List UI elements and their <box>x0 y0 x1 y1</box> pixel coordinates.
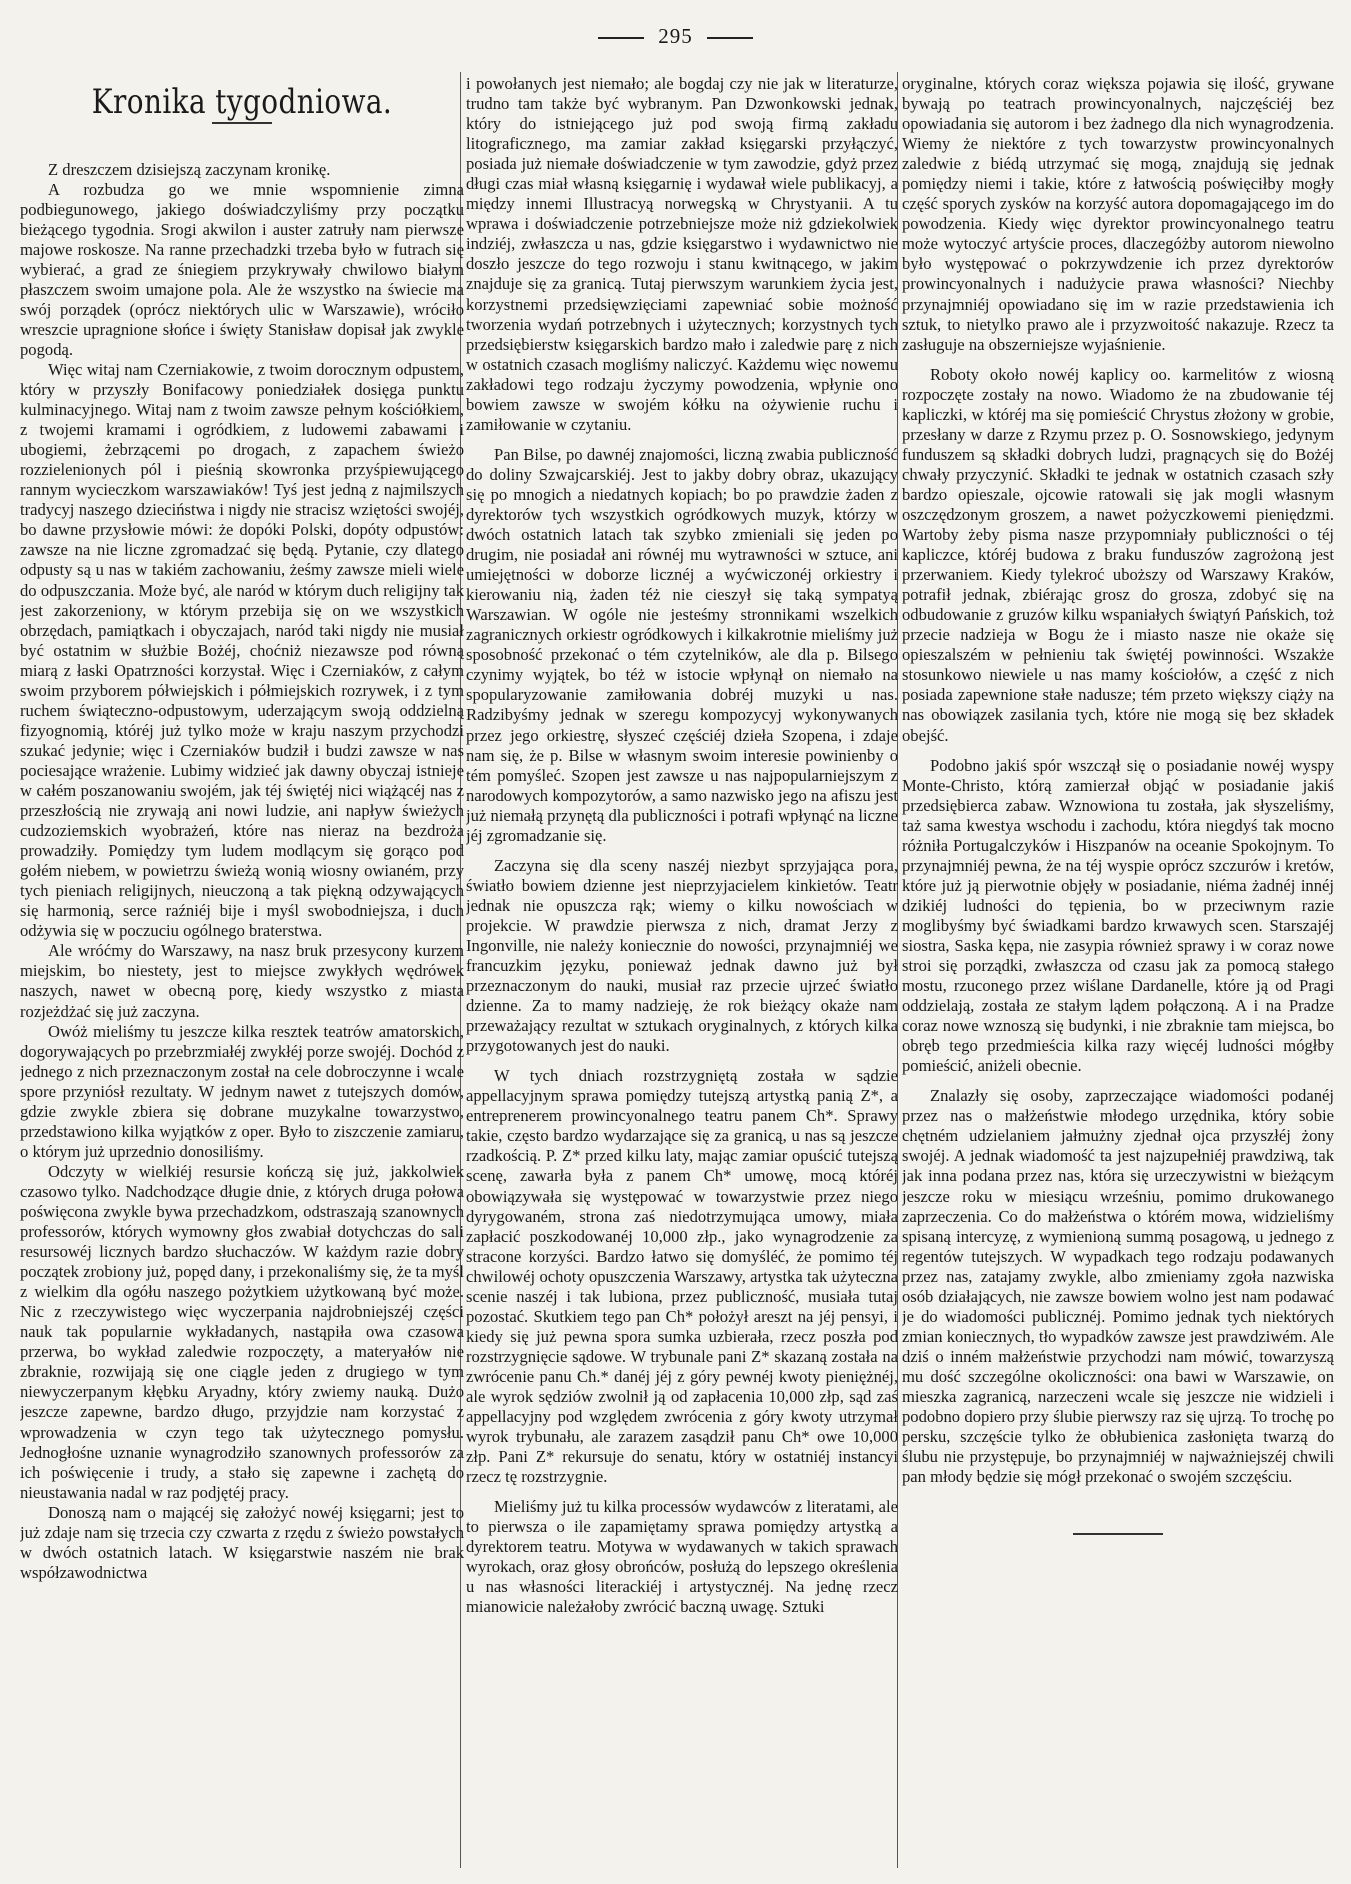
header-rule-right <box>707 37 753 39</box>
header-rule-left <box>598 37 644 39</box>
page-header <box>0 24 1351 49</box>
page-number: 295 <box>658 24 693 48</box>
paragraph: Z dreszczem dzisiejszą zaczynam kronikę. <box>48 159 331 179</box>
paragraph: Donoszą nam o mającéj się założyć nowéj księgarni; jest to już zdaje nam się trzecia czy czwarta z rzędu z świeżo powstałych w dwóch ostatnich latach. W księgarstwie naszém nie brak współzawodnictwa <box>20 1502 464 1582</box>
article-title: Kronika tygodniowa. <box>91 82 393 122</box>
title-rule <box>212 122 272 124</box>
end-rule <box>1073 1533 1163 1535</box>
paragraph: Pan Bilse, po dawnéj znajomości, liczną zwabia publiczność do doliny Szwajcarskiéj. Jest to jakby dobry obraz, ukazujący się po mnogich a niedatnych kopiach; bo po prawdzie żaden z dyrektorów tych wszystkich ogródkowych muzyk, którzy w dwóch ostatnich latach tak szybko zmieniali się jeden po drugim, nie posiadał ani równéj mu wytrawności w sztuce, ani umiejętności w doborze licznéj a wyćwiczonéj orkiestry i kierowaniu nią, żaden téż nie cieszył się taką sympatyą Warszawian. W ogóle nie jesteśmy stronnikami wszelkich zagranicznych orkiestr ogródkowych i kilkakrotnie mieliśmy już sposobność przekonać o tém czytelników, ale dla p. Bilsego czynimy wyjątek, bo téż w istocie wpłynął on niemało na spopularyzowanie zamiłowania dobréj muzyki u nas. Radzibyśmy jednak w szeregu kompozycyj wykonywanych przez jego orkiestrę, słyszeć częściéj dzieła Szopena, i zdaje nam się, że p. Bilse w własnym swoim interesie powinienby o tém pomyśleć. Szopen jest zawsze u nas najpopularniejszym z narodowych kompozytorów, a samo nazwisko jego na afiszu jest już niemałą przynętą dla publiczności i potrafi wpłynąć na liczne jéj zgromadzanie się. <box>466 444 898 845</box>
paragraph: Ale wróćmy do Warszawy, na nasz bruk przesycony kurzem miejskim, bo niestety, jest to miejsce zwykłych wędrówek naszych, nawet w obecną porę, kiedy wszystko z miasta rozjeżdżać się już zaczyna. <box>20 941 464 1021</box>
paragraph: Znalazły się osoby, zaprzeczające wiadomości podanéj przez nas o małżeństwie młodego urzędnika, który sobie chętném udzielaniem jałmużny zjednał ojca przyszłéj żony swojéj. A jednak wiadomość ta jest najzupełniéj prawdziwą, tak jak inna podana przez nas, która się urzeczywistni w bieżącym jeszcze roku w miesiącu wrześniu, pomimo drukowanego zaprzeczenia. Co do małżeństwa o którém mowa, widzieliśmy spisaną intercyzę, z wymienioną summą posagową, u jednego z regentów tutejszych. W wypadkach tego rodzaju podawanych przez nas, zatajamy zwykle, albo zmieniamy zgoła nazwiska osób działających, nie zawsze bowiem wolno jest nam podawać je do wiadomości publicznéj. Pomimo jednak tych niektórych zmian koniecznych, tło wypadków zawsze jest prawdziwém. Ale dziś o inném małżeństwie przychodzi nam mówić, towarzyszą mu dość szczególne okoliczności: ona bawi w Warszawie, on mieszka zagranicą, narzeczeni wcale się jeszcze nie widzieli i podobno dopiero przy ślubie pierwszy raz się ujrzą. To trochę po persku, szczęście tylko że obłubienica zasłonięta twarzą do ślubu nie przystępuje, bo przynajmniéj w najważniejszéj chwili pan młody będzie się mógł przekonać o swojém szczęściu. <box>902 1086 1334 1487</box>
paragraph: Owóż mieliśmy tu jeszcze kilka resztek teatrów amatorskich, dogorywających po przebrzmiałéj zwykłéj porze swojéj. Dochód z jednego z nich przeznaczonym został na cele dobroczynne i wcale spore przyniósł rezultaty. W jednym nawet z tutejszych domów, gdzie zwykle zbiera się dobrane muzykalne towarzystwo, przedstawiono kilka wyjątków z oper. Było to ziszczenie zamiaru, o którym już uprzednio donosiliśmy. <box>20 1021 464 1161</box>
column-3 <box>902 74 1334 1864</box>
paragraph: Zaczyna się dla sceny naszéj niezbyt sprzyjająca pora, światło bowiem dzienne jest nieprzyjacielem kinkietów. Teatr jednak nie opuszcza rąk; wiemy o kilku nowościach w projekcie. W prawdzie pierwsza z nich, dramat Jerzy z Ingonville, nie należy koniecznie do nowości, przynajmniéj we francuzkim języku, ponieważ jednak dawno już był przeznaczonym do nauki, musiał raz przecie ujrzeć światło dzienne. Za to mamy nadzieję, że rok bieżący okaże nam przeważający rezultat w sztukach oryginalnych, z których kilka przygotowanych jest do nauki. <box>466 855 898 1056</box>
paragraph: A rozbudza go we mnie wspomnienie zimna podbiegunowego, jakiego doświadczyliśmy przy początku bieżącego tygodnia. Srogi akwilon i auster zatruły nam pierwsze majowe roskosze. Na ranne przechadzki trzeba było w futrach się wybierać, a grad ze śniegiem przykrywały chwilowo białym płaszczem swoim umajone pola. Ale że wszystko na świecie ma swój porządek (oprócz niektórych ulic w Warszawie), wróciło wreszcie upragnione słońce i święty Stanisław dopisał jak zwykle pogodą. <box>20 179 464 359</box>
column-2 <box>466 74 898 1864</box>
column-1 <box>20 74 464 1864</box>
paragraph: Podobno jakiś spór wszczął się o posiadanie nowéj wyspy Monte-Christo, którą zamierzał objąć w posiadanie jakiś przedsiębierca zabaw. Wznowiona tu została, jak słyszeliśmy, taż sama kwestya wschodu i zachodu, która niegdyś tak mocno różniła Portugalczyków i Hiszpanów na oceanie Spokojnym. To przynajmniéj pewna, że na téj wyspie oprócz szczurów i kretów, które już ją pierwotnie objęły w posiadanie, niéma żadnéj innéj dzikiéj ludności do tępienia, bo w przeciwnym razie moglibyśmy być świadkami bardzo krwawych scen. Starszajéj siostra, Saska kępa, nie zasypia również sprawy i w coraz nowe stroi się porządki, zwłaszcza od czasu jak za pomocą stałego mostu, rzuconego przez wiślane Dardanelle, które ją od Pragi oddzielają, została ze stałym lądem połączoną. A i na Pradze coraz nowe wznoszą się budynki, i nie zbraknie tam miejsca, bo obręb tego przedmieścia kilka razy więcéj ludności mógłby pomieścić, aniżeli obecnie. <box>902 755 1334 1076</box>
paragraph: oryginalne, których coraz większa pojawia się ilość, grywane bywają po teatrach prowincyonalnych, najczęściéj bez opowiadania się autorom i bez żadnego dla nich wynagrodzenia. Wiemy że niektóre z tych towarzystw prowincyonalnych zaledwie z biédą utrzymać się mogą, znajdują się jednak pomiędzy niemi i takie, które z łatwością poświęciłby mogły część sporych zysków na korzyść autora dopomagającego im do powodzenia. Kiedy więc dyrektor prowincyonalnego teatru może wytoczyć artyście proces, dlaczegóżby autorom niewolno było występować o pokrzywdzenie ich przez dyrektorów prowincyonalnych i nadużycie prawa własności? Niechby przynajmniéj opowiadano się im w razie przedstawienia ich sztuk, to nietylko prawo ale i przyzwoitość nakazuje. Rzecz ta zasługuje na obszerniejsze wyjaśnienie. <box>902 74 1334 354</box>
paragraph: Mieliśmy już tu kilka processów wydawców z literatami, ale to pierwsza o ile zapamiętamy sprawa pomiędzy artystką a dyrektorem teatru. Motywa w wydawanych w takich sprawach wyrokach, oraz głosy obrońców, posłużą do lepszego określenia u nas własności literackiéj i artystycznéj. Na jednę rzecz mianowicie należałoby zwrócić baczną uwagę. Sztuki <box>466 1497 898 1617</box>
paragraph: W tych dniach rozstrzygniętą została w sądzie appellacyjnym sprawa pomiędzy tutejszą artystką panią Z*, a entreprenerem prowincyonalnego teatru panem Ch*. Sprawy takie, często bardzo wydarzające się za granicą, u nas są jeszcze rzadkością. P. Z* przed kilku laty, mając zamiar opuścić tutejszą scenę, zawarła była z panem Ch* umowę, mocą któréj obowiązywała się występować w towarzystwie przez niego dyrygowaném, strona zaś niedotrzymująca umowy, miała zapłacić poszkodowanéj 10,000 złp., jako wynagrodzenie za stracone korzyści. Bardzo łatwo się domyśléć, że pomimo téj chwilowéj ochoty opuszczenia Warszawy, artystka tak użyteczna scenie naszéj i tak lubiona, przez publiczność, musiała tutaj pozostać. Skutkiem tego pan Ch* położył areszt na jéj pensyi, i kiedy się już pewna spora sumka uzbierała, rzecz poszła pod rozstrzygnięcie sądowe. W trybunale pani Z* skazaną została na zwrócenie panu Ch.* danéj jéj z góry pewnéj kwoty pieniężnéj, ale wyrok sędziów zwolnił ją od zapłacenia 10,000 złp, sąd zaś appellacyjny pod względem zwrócenia z góry kwoty utrzymał wyrok trybunału, ale zarazem zasądził panu Ch* owe 10,000 złp. Pani Z* rekursuje do senatu, który w ostatniéj instancyi rzecz tę rozstrzygnie. <box>466 1066 898 1487</box>
paragraph: Roboty około nowéj kaplicy oo. karmelitów z wiosną rozpoczęte zostały na nowo. Wiadomo że na zbudowanie téj kapliczki, w któréj ma się pomieścić Chrystus złożony w grobie, przesłany w darze z Rzymu przez p. O. Sosnowskiego, jedynym funduszem są składki dobrych ludzi, pragnących się do Bożéj chwały przyczynić. Składki te jednak w ostatnich czasach szły bardzo opieszale, ojcowie ratowali się jak mogli własnym oszczędzonym groszem, a nawet pożyczkowemi pieniędzmi. Wartoby żeby pisma nasze przypomniały publiczności o téj kapliczce, któréj budowa z braku funduszów zagrożoną jest przerwaniem. Kiedy tylekroć uboższy od Warszawy Kraków, potrafił jednak, zbiérając grosz do grosza, zdobyć się na odbudowanie z gruzów kilku wspaniałych świątyń Pańskich, toż przecie nadzieja w Bogu że i miasto nasze nie okaże się opieszalszém w pełnieniu tak świętéj powinności. Wszakże stosunkowo niewiele u nas mamy kościołów, a część z nich posiada zapewnione stałe nadusze; tém przeto większy ciąży na nas obowiązek zasilania tych, które nie mogą się bez składek obejść. <box>902 364 1334 745</box>
paragraph: i powołanych jest niemało; ale bogdaj czy nie jak w literaturze, trudno tam także być wybranym. Pan Dzwonkowski jednak, który do istniejącego już pod swoją firmą zakładu litograficznego, ma zamiar zakład księgarski przyłączyć, posiada już niemałe doświadczenie w tym zawodzie, gdyż przez długi czas miał własną księgarnię i wydawał wiele publikacyj, a między innemi Illustracyą norwegską w Chrystyanii. A tu wprawa i doświadczenie potrzebniejsze może niż gdziekolwiek indziéj, zwłaszcza u nas, gdzie księgarstwo i wydawnictwo nie doszło jeszcze do tego rozwoju i stanu kwitnącego, w jakim znajduje się za granicą. Tutaj pierwszym warunkiem życia jest, korzystnemi przedsięwzięciami zapewniać sobie możność tworzenia wydań potrzebnych i użytecznych; korzystnych tych przedsiębierstw księgarskich bardzo mało i zaledwie parę z nich w ostatnich czasach mogliśmy naliczyć. Każdemu więc nowemu zakładowi tego rodzaju życzymy powodzenia, wpłynie ono bowiem zawsze w swojém kółku na ożywienie ruchu i zamiłowanie w czytaniu. <box>466 74 898 434</box>
paragraph: Odczyty w wielkiéj resursie kończą się już, jakkolwiek czasowo tylko. Nadchodzące długie dnie, z których druga połowa poświęcona zwykle bywa przechadzkom, odstraszają szanownych professorów, których wymowny głos zwabiał dotychczas do sali resursowéj licznych bardzo słuchaczów. W każdym razie dobry początek zrobiony już, popęd dany, i przekonaliśmy się, że ta myśl z wielkim dla ogółu naszego pożytkiem użytkowaną być może. Nic z rzeczywistego więc wyczerpania najdrobniejszéj części nauk tak popularnie wykładanych, nastąpiła owa czasowa przerwa, bo wykład zaledwie rozpoczęty, a materyałów nie zbraknie, rozwijają się one ciągle jeden z drugiego w tym niewyczerpanym kłębku Aryadny, który zwiemy nauką. Dużo jeszcze zapewne, bardzo długo, przyjdzie nam korzystać z wprowadzenia w czyn tego tak użytecznego pomysłu. Jednogłośne uznanie wynagrodziło szanownych professorów za ich poświęcenie i trudy, a stało się zapewne i zachętą do nieustawania nadal w raz podjętéj pracy. <box>20 1161 464 1502</box>
paragraph: Więc witaj nam Czerniakowie, z twoim dorocznym odpustem, który w przyszły Bonifacowy poniedziałek dosięga punktu kulminacyjnego. Witaj nam z twoim zawsze pełnym kościółkiem, z twojemi kramami i ogródkiem, z ludowemi zabawami i ubogiemi, żebrzącemi po drogach, z zapachem świeżo rozzielenionych pól i pieśnią skowronka przyśpiewującego rannym wycieczkom warszawiaków! Tyś jest jedną z najmilszych tradycyj naszego dzieciństwa i nigdy nie stracisz wziętości swojéj, bo dawne przysłowie mówi: że dopóki Polski, dopóty odpustów: zawsze na nie liczne zgromadzać się będą. Pytanie, czy dlatego odpusty są u nas w takiém zachowaniu, żeśmy zawsze mieli wiele do odpuszczania. Może być, ale naród w którym duch religijny tak jest zakorzeniony, w którym przebija się on we wszystkich obrzędach, pamiątkach i obyczajach, naród taki nigdy nie musiał być ostatnim w służbie Bożéj, choćniż niezawsze pod równą miarą z łaski Opatrzności korzystał. Więc i Czerniaków, z całym swoim przyborem półwiejskich i półmiejskich rozrywek, i z tym ruchem świąteczno-odpustowym, uderzającym swoją oddzielną fizyognomią, któréj już tylko może w kraju naszym przychodzi szukać jedynie; więc i Czerniaków budził i budzi zawsze w nas pociesające wrażenie. Lubimy widzieć jak dawny obyczaj istnieje w całém poszanowaniu swojém, jak téj świętéj nici wiążącéj nas z przeszłością nie zrywają ani nowi ludzie, ani napływ świeżych cudzoziemskich wyobrażeń, które nas nieraz na bezdroża prowadziły. Pomiędzy tym ludem modlącym się gorąco pod gołém niebem, w powietrzu świeżą wonią wiosny owianém, przy tych pieniach religijnych, nieuczoną a tak piękną odzywających się harmonią, serce raźniéj bije i myśl swobodniejsza, i duch odżywia się w poczuciu ogólnego braterstwa. <box>20 360 464 941</box>
